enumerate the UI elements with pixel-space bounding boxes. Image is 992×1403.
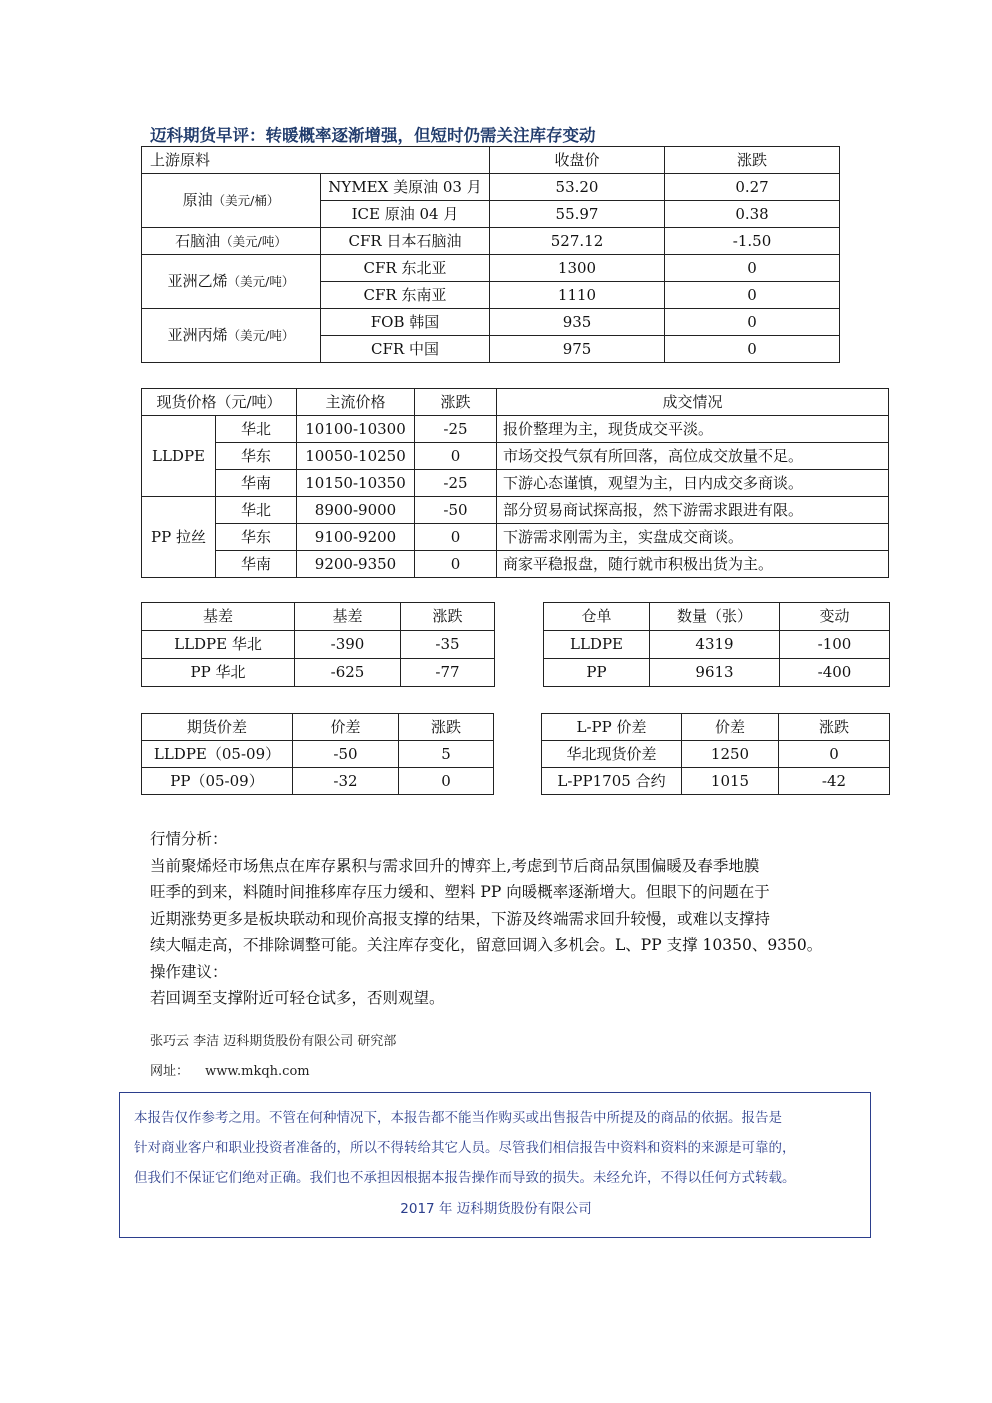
item-cell: CFR 东北亚 (321, 255, 490, 282)
header-change: 涨跌 (401, 603, 495, 631)
website-link[interactable]: www.mkqh.com (205, 1064, 310, 1079)
name-cell: L-PP1705 合约 (542, 768, 682, 795)
disclaimer-line: 但我们不保证它们绝对正确。我们也不承担因根据本报告操作而导致的损失。未经允许，不得以任何方式转载。 (134, 1170, 796, 1186)
naphtha-label (142, 228, 321, 255)
change-cell: 0 (665, 255, 840, 282)
table-row (142, 416, 889, 443)
change-cell: -42 (779, 768, 890, 795)
value-cell: -50 (293, 741, 399, 768)
value-cell: -32 (293, 768, 399, 795)
table-row (542, 768, 890, 795)
header-name: 期货价差 (142, 714, 293, 741)
propylene-unit: （美元/吨） (227, 328, 295, 343)
table-header-row (142, 147, 840, 174)
table-row (142, 741, 494, 768)
header-value: 数量（张） (650, 603, 780, 631)
header-deal: 成交情况 (497, 389, 889, 416)
website-label: 网址： (150, 1064, 190, 1079)
market-analysis (150, 826, 856, 1012)
analysis-line: 旺季的到来，料随时间推移库存压力缓和、塑料 PP 向暖概率逐渐增大。但眼下的问题在于 (150, 883, 770, 901)
header-value: 价差 (682, 714, 779, 741)
authors: 张巧云 李洁 迈科期货股份有限公司 研究部 (150, 1034, 397, 1049)
value-cell: 4319 (650, 631, 780, 659)
price-cell: 8900-9000 (297, 497, 415, 524)
crude-label (142, 174, 321, 228)
table-header-row (142, 389, 889, 416)
table-header-row (542, 714, 890, 741)
table-row (142, 309, 840, 336)
table-row (142, 174, 840, 201)
header-change: 涨跌 (399, 714, 494, 741)
propylene-name: 亚洲丙烯 (167, 326, 228, 344)
change-cell: -50 (415, 497, 497, 524)
header-upstream: 上游原料 (142, 147, 490, 174)
advice-text: 若回调至支撑附近可轻仓试多，否则观望。 (150, 989, 445, 1007)
header-change: 变动 (780, 603, 890, 631)
change-cell: 5 (399, 741, 494, 768)
price-cell: 10050-10250 (297, 443, 415, 470)
change-cell: -35 (401, 631, 495, 659)
header-close: 收盘价 (490, 147, 665, 174)
header-value: 价差 (293, 714, 399, 741)
header-value: 基差 (295, 603, 401, 631)
basis-table (141, 602, 495, 687)
item-cell: CFR 日本石脑油 (321, 228, 490, 255)
header-spot: 现货价格（元/吨） (142, 389, 297, 416)
name-cell: LLDPE 华北 (142, 631, 295, 659)
crude-name: 原油 (182, 191, 213, 209)
header-change: 涨跌 (665, 147, 840, 174)
change-cell: -25 (415, 416, 497, 443)
region-cell: 华南 (216, 470, 297, 497)
table-row (542, 741, 890, 768)
change-cell: 0 (415, 551, 497, 578)
region-cell: 华东 (216, 443, 297, 470)
price-cell: 10150-10350 (297, 470, 415, 497)
table-row (142, 551, 889, 578)
deal-cell: 下游需求刚需为主，实盘成交商谈。 (497, 524, 889, 551)
header-price: 主流价格 (297, 389, 415, 416)
table-row (142, 524, 889, 551)
analysis-line: 当前聚烯烃市场焦点在库存累积与需求回升的博弈上,考虑到节后商品氛围偏暖及春季地膜 (150, 856, 760, 875)
table-row (142, 659, 495, 687)
table-header-row (142, 603, 495, 631)
table-header-row (142, 714, 494, 741)
change-cell: -77 (401, 659, 495, 687)
deal-cell: 商家平稳报盘，随行就市积极出货为主。 (497, 551, 889, 578)
disclaimer-line: 本报告仅作参考之用。不管在何种情况下，本报告都不能当作购买或出售报告中所提及的商品的依据。报告是 (134, 1110, 782, 1126)
report-title: 迈科期货早评：转暖概率逐渐增强，但短时仍需关注库存变动 (150, 126, 596, 145)
naphtha-name: 石脑油 (175, 231, 221, 250)
value-cell: 1250 (682, 741, 779, 768)
header-name: L-PP 价差 (542, 714, 682, 741)
table-header-row (544, 603, 890, 631)
propylene-label (142, 309, 321, 363)
region-cell: 华南 (216, 551, 297, 578)
close-cell: 935 (490, 309, 665, 336)
table-row (544, 659, 890, 687)
change-cell: 0 (665, 282, 840, 309)
change-cell: 0 (665, 336, 840, 363)
upstream-table (141, 146, 840, 363)
table-row (142, 443, 889, 470)
name-cell: PP 华北 (142, 659, 295, 687)
header-change: 涨跌 (415, 389, 497, 416)
header-change: 涨跌 (779, 714, 890, 741)
region-cell: 华北 (216, 497, 297, 524)
lldpe-label: LLDPE (142, 416, 216, 497)
close-cell: 1300 (490, 255, 665, 282)
close-cell: 53.20 (490, 174, 665, 201)
change-cell: 0 (779, 741, 890, 768)
header-name: 基差 (142, 603, 295, 631)
table-row (142, 631, 495, 659)
change-cell: 0 (415, 524, 497, 551)
warehouse-table (543, 602, 890, 687)
futures-spread-table (141, 713, 494, 795)
lpp-spread-table (541, 713, 890, 795)
change-cell: -400 (780, 659, 890, 687)
analysis-line: 近期涨势更多是板块联动和现价高报支撑的结果，下游及终端需求回升较慢，或难以支撑持 (150, 909, 771, 928)
change-cell: 0 (665, 309, 840, 336)
change-cell: -100 (780, 631, 890, 659)
crude-unit: （美元/桶） (212, 193, 280, 208)
change-cell: 0.27 (665, 174, 840, 201)
deal-cell: 报价整理为主，现货成交平淡。 (497, 416, 889, 443)
disclaimer-line: 针对商业客户和职业投资者准备的，所以不得转给其它人员。尽管我们相信报告中资料和资料的来源是可靠的， (134, 1140, 796, 1156)
name-cell: LLDPE (544, 631, 650, 659)
close-cell: 527.12 (490, 228, 665, 255)
value-cell: 1015 (682, 768, 779, 795)
region-cell: 华东 (216, 524, 297, 551)
close-cell: 975 (490, 336, 665, 363)
website-line (150, 1060, 310, 1079)
name-cell: LLDPE（05-09） (142, 741, 293, 768)
change-cell: 0 (399, 768, 494, 795)
table-row (142, 768, 494, 795)
table-row (142, 497, 889, 524)
ethylene-name: 亚洲乙烯 (167, 272, 228, 290)
deal-cell: 下游心态谨慎，观望为主，日内成交多商谈。 (497, 470, 889, 497)
pp-label: PP 拉丝 (142, 497, 216, 578)
analysis-heading: 行情分析： (150, 830, 228, 848)
ethylene-label (142, 255, 321, 309)
region-cell: 华北 (216, 416, 297, 443)
table-row (142, 255, 840, 282)
analysis-line: 续大幅走高，不排除调整可能。关注库存变化，留意回调入多机会。L、PP 支撑 10350、9350。 (150, 936, 823, 954)
item-cell: ICE 原油 04 月 (321, 201, 490, 228)
close-cell: 1110 (490, 282, 665, 309)
header-name: 仓单 (544, 603, 650, 631)
item-cell: NYMEX 美原油 03 月 (321, 174, 490, 201)
value-cell: -625 (295, 659, 401, 687)
item-cell: CFR 中国 (321, 336, 490, 363)
ethylene-unit: （美元/吨） (227, 274, 295, 289)
close-cell: 55.97 (490, 201, 665, 228)
price-cell: 9100-9200 (297, 524, 415, 551)
name-cell: PP (544, 659, 650, 687)
item-cell: CFR 东南亚 (321, 282, 490, 309)
advice-heading: 操作建议： (150, 962, 228, 981)
deal-cell: 部分贸易商试探高报，然下游需求跟进有限。 (497, 497, 889, 524)
name-cell: 华北现货价差 (542, 741, 682, 768)
naphtha-unit: （美元/吨） (220, 233, 287, 249)
change-cell: 0.38 (665, 201, 840, 228)
change-cell: -1.50 (665, 228, 840, 255)
name-cell: PP（05-09） (142, 768, 293, 795)
change-cell: 0 (415, 443, 497, 470)
copyright: 2017 年 迈科期货股份有限公司 (400, 1201, 592, 1217)
item-cell: FOB 韩国 (321, 309, 490, 336)
disclaimer-box (119, 1092, 871, 1238)
value-cell: 9613 (650, 659, 780, 687)
price-cell: 9200-9350 (297, 551, 415, 578)
change-cell: -25 (415, 470, 497, 497)
price-cell: 10100-10300 (297, 416, 415, 443)
table-row (142, 470, 889, 497)
deal-cell: 市场交投气氛有所回落，高位成交放量不足。 (497, 443, 889, 470)
table-row (142, 228, 840, 255)
spot-price-table (141, 388, 889, 578)
value-cell: -390 (295, 631, 401, 659)
table-row (544, 631, 890, 659)
